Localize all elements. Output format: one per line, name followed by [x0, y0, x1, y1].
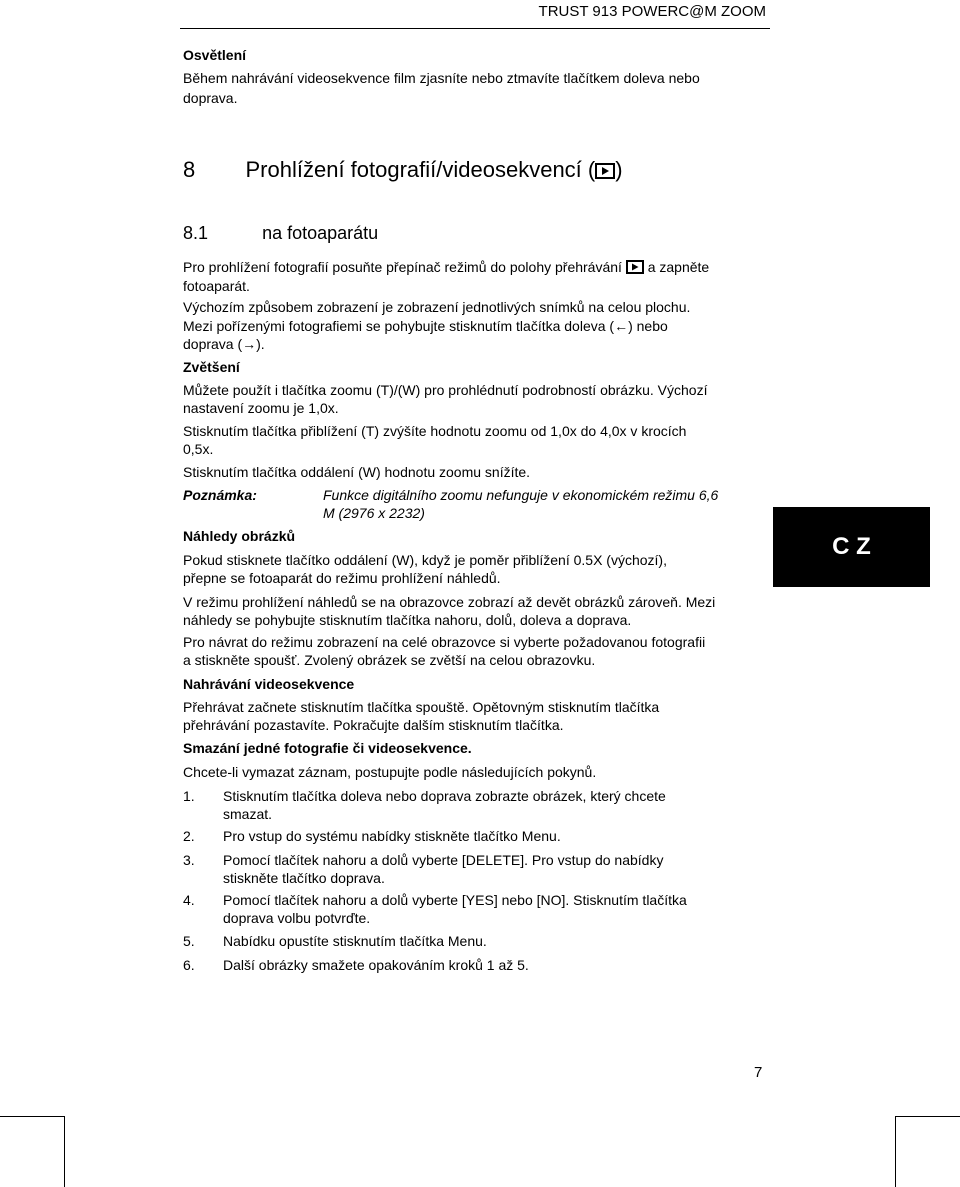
zoom-p1-line2: nastavení zoomu je 1,0x.: [183, 400, 339, 416]
video-heading: Nahrávání videosekvence: [183, 676, 355, 692]
list-item: [183, 891, 743, 926]
page-header: [180, 0, 770, 29]
thumbs-p1-line1: Pokud stisknete tlačítko oddálení (W), když je poměr přiblížení 0.5X (výchozí),: [183, 552, 667, 568]
chapter-title-end: ): [615, 157, 623, 182]
list-item: [183, 827, 743, 847]
list-item: [183, 956, 743, 976]
thumbs-p2-line1: V režimu prohlížení náhledů se na obrazovce zobrazí až devět obrázků zároveň. Mezi: [183, 594, 716, 610]
chapter-heading: [183, 157, 623, 183]
intro-line1: [183, 258, 709, 276]
intro-line3: Výchozím způsobem zobrazení je zobrazení jednotlivých snímků na celou plochu.: [183, 299, 691, 315]
step-text: Pomocí tlačítek nahoru a dolů vyberte [YES] nebo [NO]. Stisknutím tlačítka: [223, 892, 687, 908]
thumbs-p2-line2: náhledy se pohybujte stisknutím tlačítka nahoru, dolů, doleva a doprava.: [183, 612, 632, 628]
header-title: TRUST 913 POWERC@M ZOOM: [538, 3, 766, 20]
lighting-text-line1: Během nahrávání videosekvence film zjasníte nebo ztmavíte tlačítkem doleva nebo: [183, 70, 700, 86]
zoom-p2-line2: 0,5x.: [183, 441, 214, 457]
step-number: 3.: [183, 852, 195, 868]
step-text: Další obrázky smažete opakováním kroků 1 až 5.: [223, 957, 529, 973]
zoom-heading: Zvětšení: [183, 359, 240, 375]
step-text-cont: doprava volbu potvrďte.: [223, 910, 371, 926]
step-number: 1.: [183, 788, 195, 804]
section-heading: [183, 222, 378, 244]
thumbs-p3-line2: a stiskněte spoušť. Zvolený obrázek se zvětší na celou obrazovku.: [183, 652, 596, 668]
step-number: 4.: [183, 892, 195, 908]
lighting-text-line2: doprava.: [183, 90, 238, 106]
crop-mark-left-vertical: [64, 1116, 65, 1187]
step-number: 5.: [183, 933, 195, 949]
intro-line1-text: Pro prohlížení fotografií posuňte přepínač režimů do polohy přehrávání: [183, 259, 622, 275]
step-text: Pomocí tlačítek nahoru a dolů vyberte [DELETE]. Pro vstup do nabídky: [223, 852, 664, 868]
thumbs-p1-line2: přepne se fotoaparát do režimu prohlížení náhledů.: [183, 570, 501, 586]
zoom-p1-line1: Můžete použít i tlačítka zoomu (T)/(W) pro prohlédnutí podrobností obrázku. Výchozí: [183, 382, 708, 398]
thumbs-heading: Náhledy obrázků: [183, 528, 296, 544]
delete-heading: Smazání jedné fotografie či videosekvence.: [183, 740, 472, 756]
step-text-cont: smazat.: [223, 806, 273, 822]
thumbs-p3-line1: Pro návrat do režimu zobrazení na celé obrazovce si vyberte požadovanou fotografii: [183, 634, 706, 650]
step-number: 2.: [183, 828, 195, 844]
zoom-p2-line1: Stisknutím tlačítka přiblížení (T) zvýšíte hodnotu zoomu od 1,0x do 4,0x v krocích: [183, 423, 687, 439]
list-item: [183, 787, 743, 822]
section-number: 8.1: [183, 223, 209, 243]
language-tab-label: C Z: [832, 533, 871, 560]
step-text: Stisknutím tlačítka doleva nebo doprava zobrazte obrázek, který chcete: [223, 788, 666, 804]
video-line2: přehrávání pozastavíte. Pokračujte dalším stisknutím tlačítka.: [183, 717, 564, 733]
note-label: Poznámka:: [183, 487, 257, 503]
intro-line2: fotoaparát.: [183, 278, 250, 294]
note-line2: M (2976 x 2232): [323, 505, 425, 521]
zoom-p3: Stisknutím tlačítka oddálení (W) hodnotu zoomu snížíte.: [183, 464, 531, 480]
crop-mark-right-horizontal: [895, 1116, 960, 1117]
chapter-title-start: Prohlížení fotografií/videosekvencí (: [245, 157, 596, 182]
lighting-heading: Osvětlení: [183, 47, 247, 63]
play-mode-icon-inline: [626, 260, 644, 274]
intro-line4: Mezi pořízenými fotografiemi se pohybujte stisknutím tlačítka doleva (←) nebo: [183, 318, 668, 334]
list-item: [183, 932, 743, 952]
note-line1: Funkce digitálního zoomu nefunguje v ekonomickém režimu 6,6: [323, 487, 719, 503]
crop-mark-right-vertical: [895, 1116, 896, 1187]
step-text: Nabídku opustíte stisknutím tlačítka Menu.: [223, 933, 487, 949]
play-mode-icon: [595, 159, 615, 175]
chapter-number: 8: [183, 157, 196, 182]
crop-mark-left-horizontal: [0, 1116, 65, 1117]
video-line1: Přehrávat začnete stisknutím tlačítka spouště. Opětovným stisknutím tlačítka: [183, 699, 660, 715]
list-item: [183, 851, 743, 886]
page-number: 7: [754, 1064, 763, 1081]
step-number: 6.: [183, 957, 195, 973]
language-tab: [773, 507, 930, 587]
intro-line1-end: a zapněte: [643, 259, 710, 275]
intro-line5: doprava (→).: [183, 336, 265, 352]
section-title: na fotoaparátu: [262, 223, 379, 243]
step-text-cont: stiskněte tlačítko doprava.: [223, 870, 385, 886]
delete-intro: Chcete-li vymazat záznam, postupujte podle následujících pokynů.: [183, 764, 597, 780]
step-text: Pro vstup do systému nabídky stiskněte tlačítko Menu.: [223, 828, 561, 844]
